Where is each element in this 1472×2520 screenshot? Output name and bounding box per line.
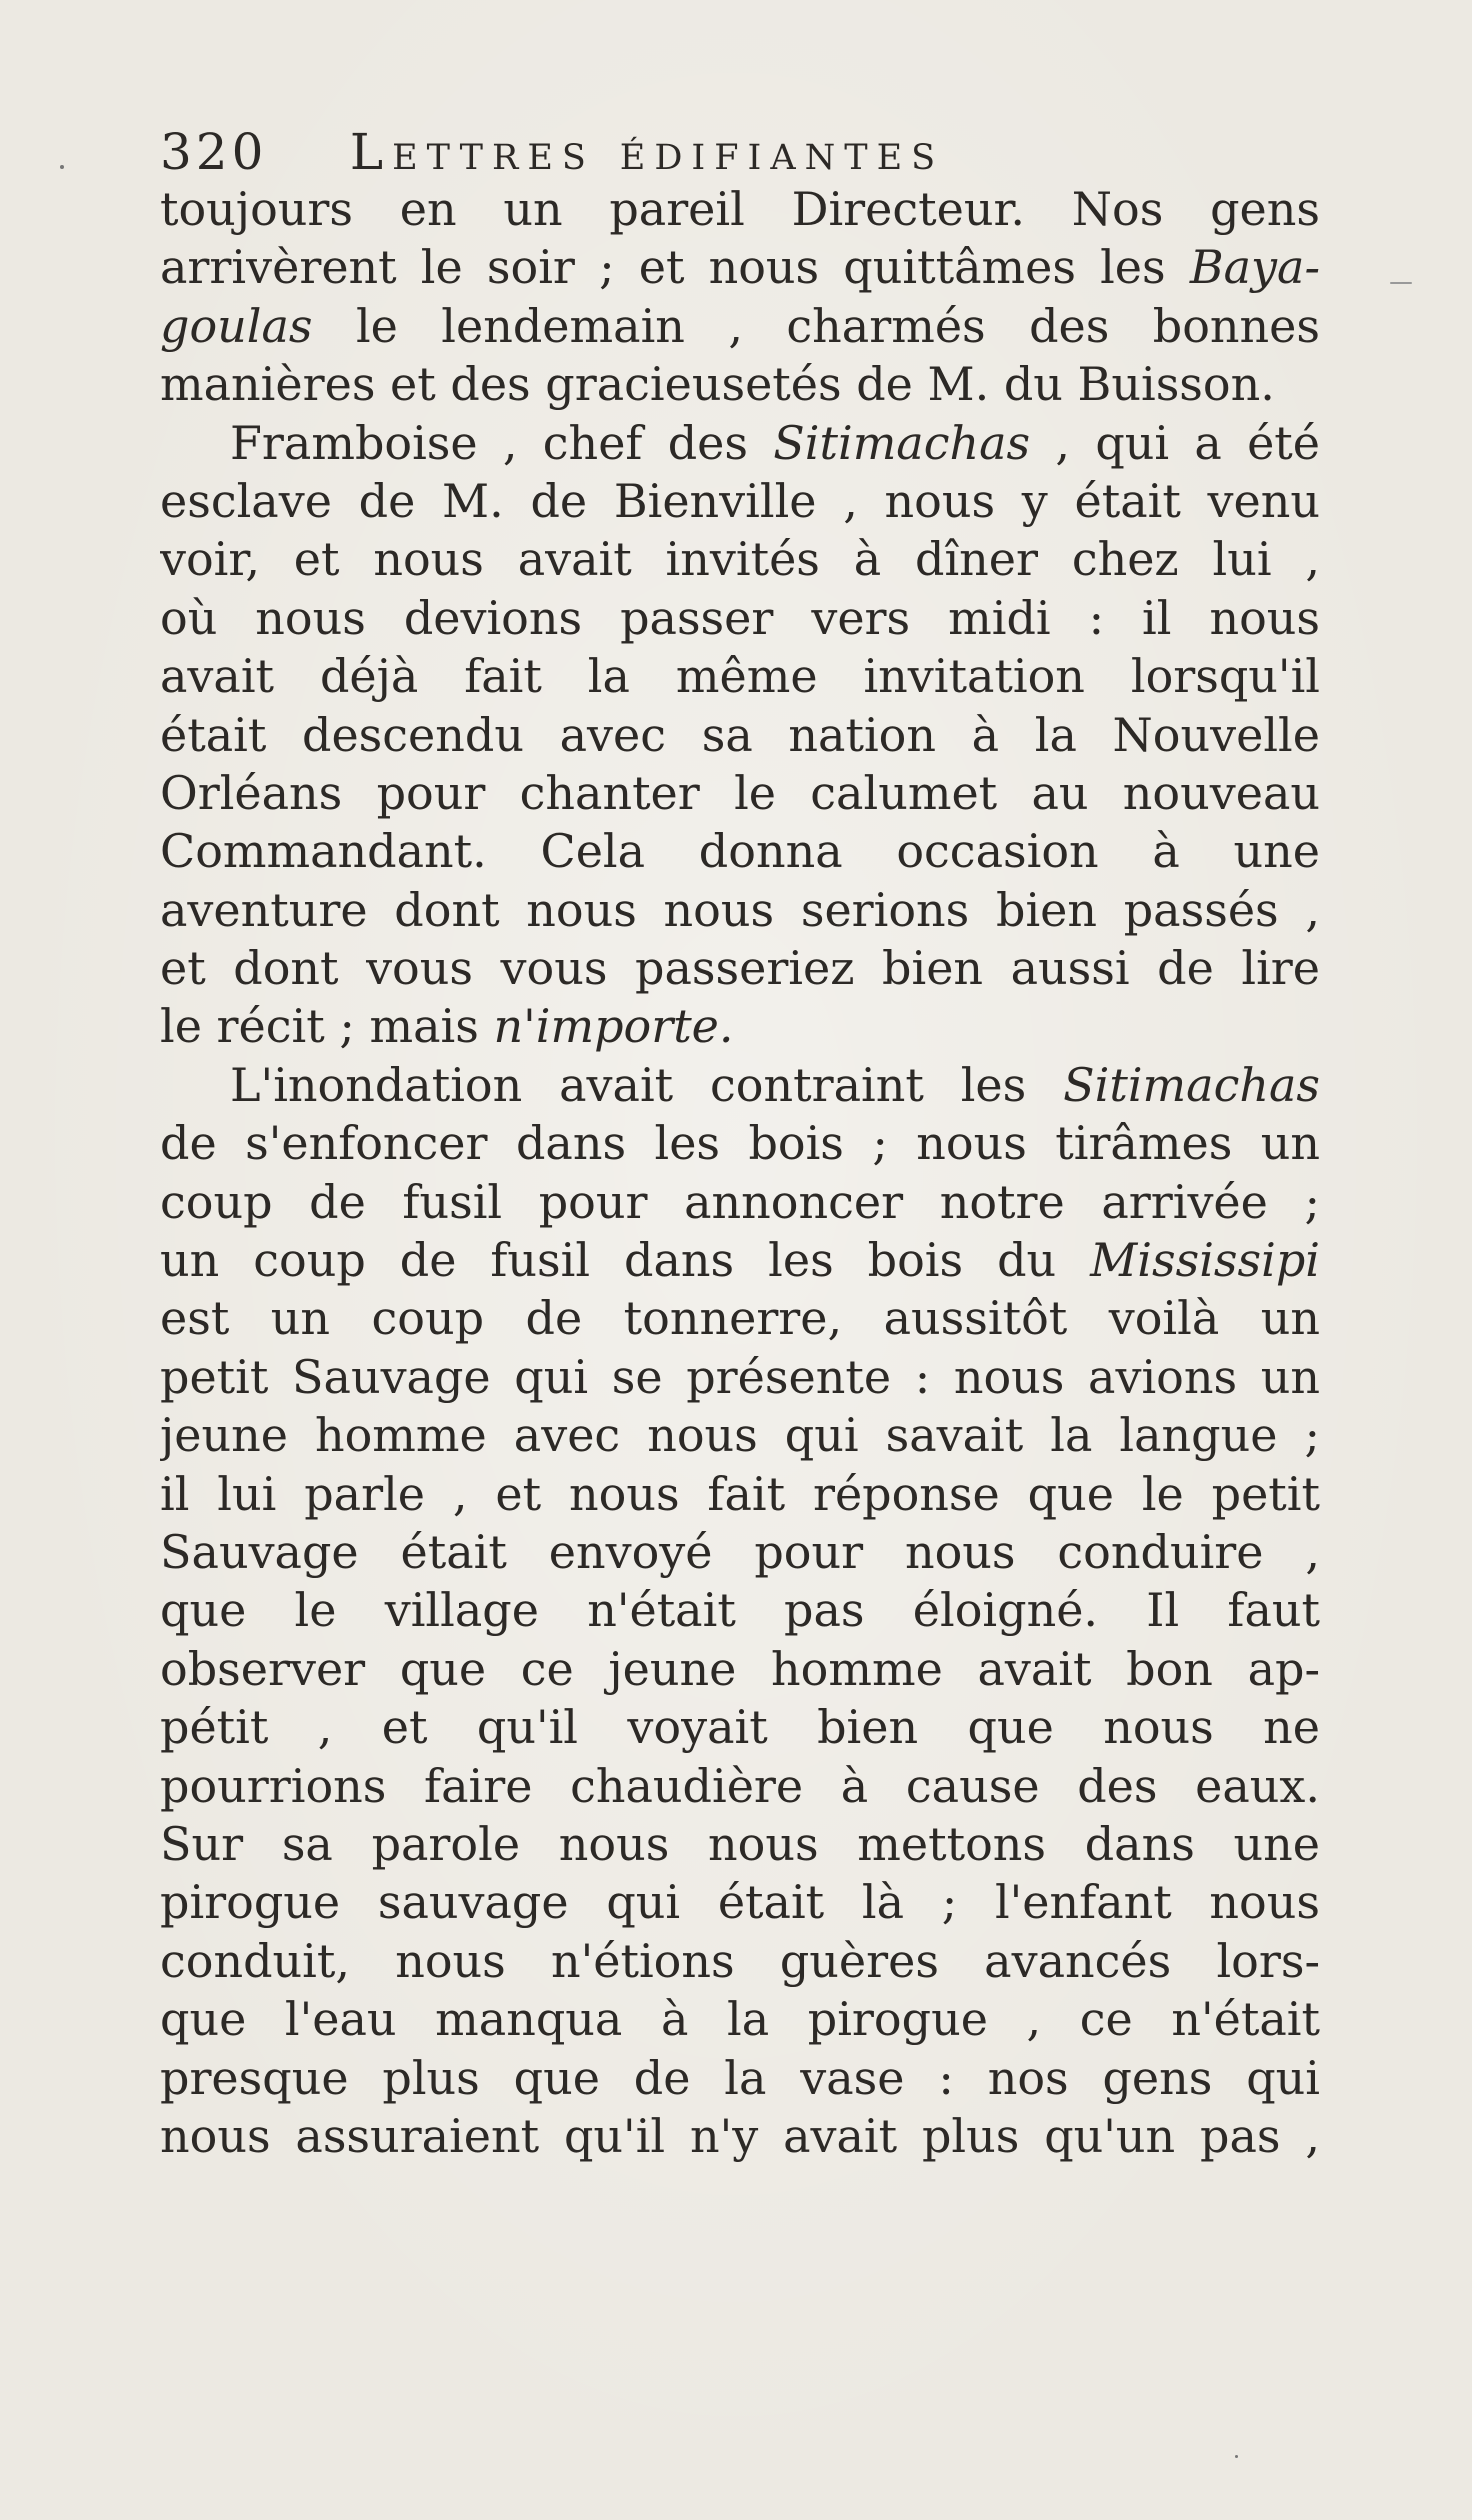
text-line (160, 1406, 1320, 1464)
text-line (160, 1932, 1320, 1990)
text-line (160, 1873, 1320, 1931)
line-text: observer que ce jeune homme avait bon ap- (160, 1641, 1320, 1696)
line-text: petit Sauvage qui se présente : nous avions un (160, 1349, 1320, 1404)
line-text: arrivèrent le soir ; et nous quittâmes les (160, 240, 1190, 295)
text-line (160, 1465, 1320, 1523)
body-text (160, 180, 1320, 2165)
line-text: pétit , et qu'il voyait bien que nous ne (160, 1700, 1320, 1755)
text-line (160, 238, 1320, 296)
line-text: que l'eau manqua à la pirogue , ce n'était (160, 1992, 1320, 2047)
text-line (160, 1056, 1320, 1114)
text-line (160, 2049, 1320, 2107)
line-text: coup de fusil pour annoncer notre arrivée ; (160, 1174, 1320, 1229)
text-line (160, 180, 1320, 238)
text-line (160, 764, 1320, 822)
ink-speck (1235, 2455, 1238, 2458)
line-text: Framboise , chef des (230, 415, 774, 470)
line-text: où nous devions passer vers midi : il nous (160, 590, 1320, 645)
italic-text: Baya- (1189, 240, 1320, 295)
text-line (160, 1114, 1320, 1172)
text-line (160, 1173, 1320, 1231)
italic-text: Mississipi (1090, 1233, 1320, 1288)
text-line (160, 997, 1320, 1055)
text-line (160, 2107, 1320, 2165)
line-text: Sur sa parole nous nous mettons dans une (160, 1816, 1320, 1871)
line-text: est un coup de tonnerre, aussitôt voilà un (160, 1291, 1320, 1346)
text-line (160, 589, 1320, 647)
ink-speck (60, 165, 64, 169)
text-line (160, 881, 1320, 939)
line-text: le lendemain , charmés des bonnes (312, 298, 1320, 353)
line-text: que le village n'était pas éloigné. Il faut (160, 1583, 1320, 1638)
line-text: et dont vous vous passeriez bien aussi de lire (160, 941, 1320, 996)
text-line (160, 1990, 1320, 2048)
text-line (160, 1523, 1320, 1581)
text-line (160, 939, 1320, 997)
text-line (160, 1231, 1320, 1289)
line-text: voir, et nous avait invités à dîner chez lui , (160, 532, 1320, 587)
line-text: Sauvage était envoyé pour nous conduire , (160, 1524, 1320, 1579)
italic-text: n'importe. (493, 999, 734, 1054)
text-line (160, 414, 1320, 472)
running-head: Lettres édifiantes (349, 123, 945, 181)
text-line (160, 1698, 1320, 1756)
text-line (160, 1581, 1320, 1639)
line-text: pirogue sauvage qui était là ; l'enfant nous (160, 1875, 1320, 1930)
line-text: conduit, nous n'étions guères avancés lors- (160, 1933, 1320, 1988)
italic-text: goulas (160, 298, 313, 353)
line-text: toujours en un pareil Directeur. Nos gens (160, 182, 1320, 236)
text-line (160, 822, 1320, 880)
text-line (160, 1348, 1320, 1406)
italic-text: Sitimachas (773, 415, 1031, 470)
line-text: nous assuraient qu'il n'y avait plus qu'un pas , (160, 2108, 1320, 2163)
text-line (160, 355, 1320, 413)
text-line (160, 472, 1320, 530)
line-text: avait déjà fait la même invitation lorsqu'il (160, 649, 1320, 704)
line-text: manières et des gracieusetés de M. du Buisson. (160, 357, 1275, 412)
text-line (160, 1815, 1320, 1873)
text-line (160, 647, 1320, 705)
line-text: il lui parle , et nous fait réponse que le petit (160, 1466, 1320, 1521)
text-line (160, 530, 1320, 588)
text-line (160, 1640, 1320, 1698)
text-line (160, 1757, 1320, 1815)
line-text: était descendu avec sa nation à la Nouvelle (160, 707, 1320, 762)
line-text: Orléans pour chanter le calumet au nouveau (160, 765, 1320, 820)
line-text: aventure dont nous nous serions bien passés , (160, 882, 1320, 937)
line-text: un coup de fusil dans les bois du (160, 1233, 1091, 1288)
line-text: Commandant. Cela donna occasion à une (160, 824, 1320, 879)
line-text: esclave de M. de Bienville , nous y était venu (160, 473, 1320, 528)
line-text: jeune homme avec nous qui savait la langue ; (160, 1408, 1320, 1463)
page-number: 320 (160, 123, 268, 181)
line-text: L'inondation avait contraint les (230, 1057, 1064, 1112)
line-text: pourrions faire chaudière à cause des eaux. (160, 1758, 1320, 1813)
text-line (160, 297, 1320, 355)
italic-text: Sitimachas (1063, 1057, 1320, 1112)
text-line (160, 1289, 1320, 1347)
text-line (160, 706, 1320, 764)
ink-speck (1390, 282, 1412, 284)
line-text: presque plus que de la vase : nos gens qui (160, 2050, 1320, 2105)
line-text-tail: , qui a été (1030, 415, 1320, 470)
line-text: de s'enfoncer dans les bois ; nous tirâmes un (160, 1116, 1320, 1171)
line-text: le récit ; mais (160, 999, 494, 1054)
